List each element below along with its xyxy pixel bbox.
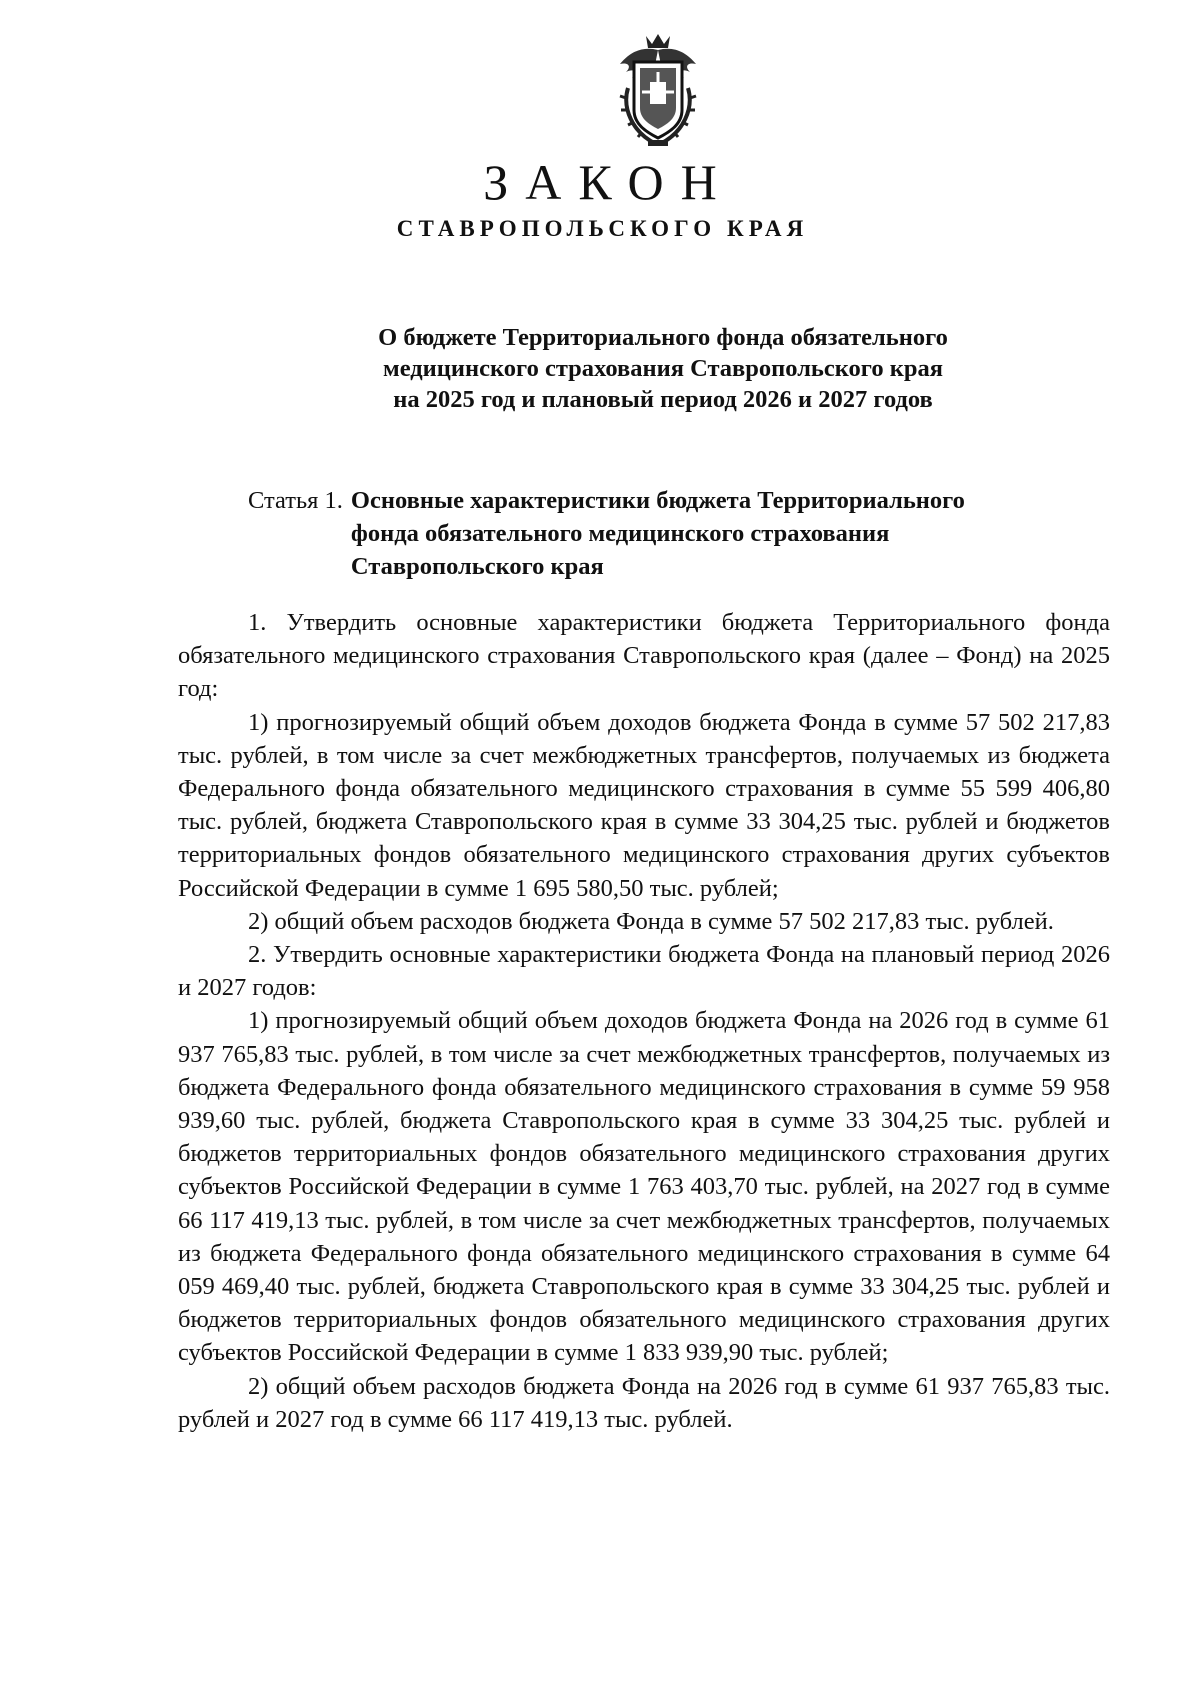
article-title-line: Ставропольского края	[350, 553, 604, 580]
paragraph: 1) прогнозируемый общий объем доходов бюджета Фонда на 2026 год в сумме 61 937 765,83 тыс. рублей, в том числе за счет межбюджетных трансфертов, получаемых из бюджета Федерального фонда обязательного медицинского страхования в сумме 59 958 939,60 тыс. рублей, бюджета Ставропольского края в сумме 33 304,25 тыс. рублей и бюджетов территориальных фондов обязательного медицинского страхования других субъектов Российской Федерации в сумме 1 763 403,70 тыс. рублей, на 2027 год в сумме 66 117 419,13 тыс. рублей, в том числе за счет межбюджетных трансфертов, получаемых из бюджета Федерального фонда обязательного медицинского страхования в сумме 64 059 469,40 тыс. рублей, бюджета Ставропольского края в сумме 33 304,25 тыс. рублей и бюджетов территориальных фондов обязательного медицинского страхования других субъектов Российской Федерации в сумме 1 833 939,90 тыс. рублей;	[178, 1007, 1110, 1367]
law-subtitle: СТАВРОПОЛЬСКОГО КРАЯ	[396, 216, 809, 241]
paragraph: 2) общий объем расходов бюджета Фонда в сумме 57 502 217,83 тыс. рублей.	[248, 907, 1054, 935]
paragraph: 2) общий объем расходов бюджета Фонда на 2026 год в сумме 61 937 765,83 тыс. рублей и 2027 год в сумме 66 117 419,13 тыс. рублей.	[178, 1372, 1110, 1433]
coat-of-arms-icon	[612, 32, 704, 148]
heading-line: О бюджете Территориального фонда обязательного	[378, 324, 948, 351]
paragraph: 2. Утвердить основные характеристики бюджета Фонда на плановый период 2026 и 2027 годов:	[178, 941, 1110, 1002]
article-title-line: Основные характеристики бюджета Территориального	[350, 487, 965, 514]
article-body	[178, 606, 1110, 1436]
paragraph: 1) прогнозируемый общий объем доходов бюджета Фонда в сумме 57 502 217,83 тыс. рублей, в том числе за счет межбюджетных трансфертов, получаемых из бюджета Федерального фонда обязательного медицинского страхования в сумме 55 599 406,80 тыс. рублей, бюджета Ставропольского края в сумме 33 304,25 тыс. рублей и бюджетов территориальных фондов обязательного медицинского страхования других субъектов Российской Федерации в сумме 1 695 580,50 тыс. рублей;	[178, 708, 1110, 902]
heading-line: на 2025 год и плановый период 2026 и 2027 годов	[393, 386, 933, 413]
document-heading	[270, 322, 1056, 415]
article-title	[351, 484, 965, 583]
paragraph: 1. Утвердить основные характеристики бюджета Территориального фонда обязательного медицинского страхования Ставропольского края (далее – Фонд) на 2025 год:	[178, 609, 1110, 703]
article-title-line: фонда обязательного медицинского страхования	[350, 520, 890, 547]
law-title: ЗАКОН	[483, 154, 734, 210]
article-label: Статья 1.	[248, 487, 343, 514]
heading-line: медицинского страхования Ставропольского края	[383, 355, 943, 382]
article-1-heading	[248, 484, 1108, 583]
